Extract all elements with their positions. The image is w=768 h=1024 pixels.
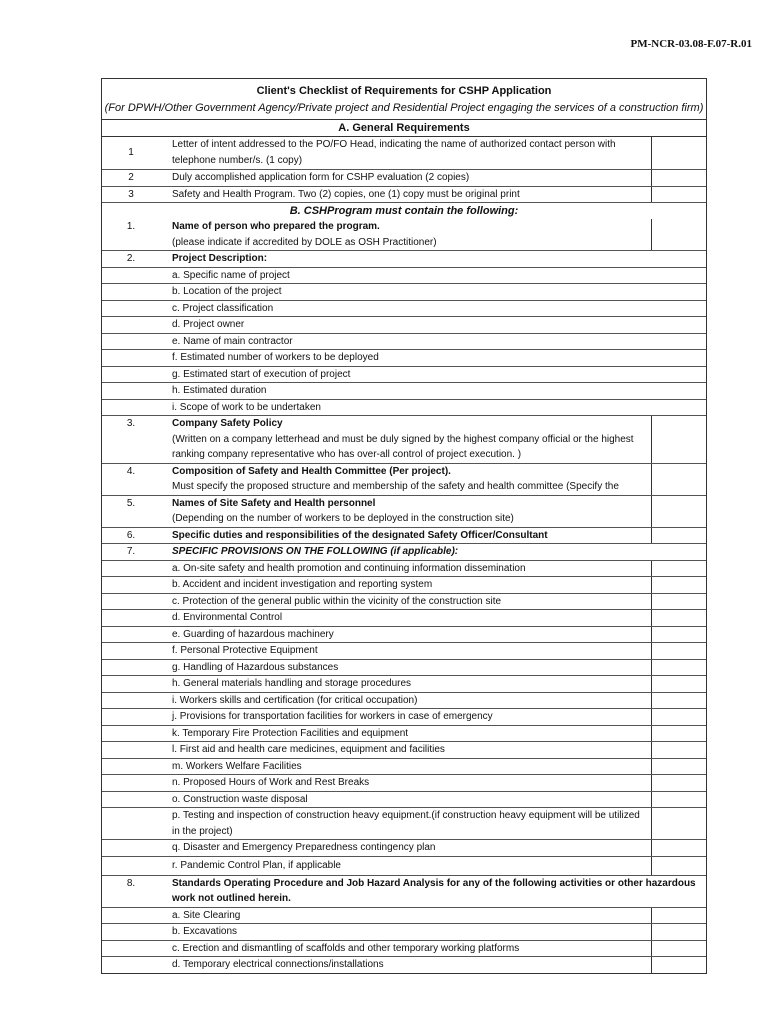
sub-item: q. Disaster and Emergency Preparedness contingency plan: [172, 842, 436, 853]
checkbox[interactable]: [651, 219, 706, 250]
checkbox[interactable]: [651, 957, 706, 973]
checklist-subrow: [102, 693, 706, 710]
checklist-subrow: [102, 759, 706, 776]
checkbox[interactable]: [651, 594, 706, 610]
requirements-checklist: [101, 78, 707, 974]
checkbox[interactable]: [651, 924, 706, 940]
checkbox[interactable]: [651, 908, 706, 924]
sub-item: a. On-site safety and health promotion and continuing information dissemination: [172, 562, 526, 574]
checkbox[interactable]: [651, 808, 706, 839]
item-number: 1: [128, 147, 134, 158]
checklist-row: [102, 528, 706, 545]
checklist-subrow: [102, 775, 706, 792]
sub-item: e. Name of main contractor: [172, 335, 293, 347]
sub-item: b. Accident and incident investigation and reporting system: [172, 579, 433, 590]
checkbox[interactable]: [651, 709, 706, 725]
checklist-subrow: [102, 840, 706, 857]
item-title: Project Description:: [172, 253, 268, 264]
item-title: Standards Operating Procedure and Job Hazard Analysis for any of the following activities or other hazardous work not outlined herein.: [172, 877, 696, 904]
item-text-block: [160, 464, 706, 495]
checklist-subrow: [102, 643, 706, 660]
item-note: (Written on a company letterhead and must be duly signed by the highest company official or the highest ranking company representative who has over-all control of project execution. ): [172, 433, 634, 460]
checklist-subrow: [102, 610, 706, 627]
checklist-title: Client's Checklist of Requirements for CSHP Application: [256, 85, 552, 97]
checklist-subrow: [102, 350, 706, 367]
item-text: Safety and Health Program. Two (2) copies, one (1) copy must be original print: [172, 188, 520, 200]
item-note: (please indicate if accredited by DOLE as OSH Practitioner): [172, 236, 437, 248]
sub-item: n. Proposed Hours of Work and Rest Breaks: [172, 777, 370, 788]
checkbox[interactable]: [651, 610, 706, 626]
sub-item: f. Estimated number of workers to be deployed: [172, 352, 379, 363]
checkbox[interactable]: [651, 464, 706, 495]
sub-item: f. Personal Protective Equipment: [172, 645, 318, 656]
checkbox[interactable]: [651, 137, 706, 169]
checklist-row: [102, 496, 706, 528]
checklist-subrow: [102, 709, 706, 726]
item-number: 7.: [126, 546, 136, 557]
checklist-subrow: [102, 660, 706, 677]
checklist-header: [102, 79, 706, 120]
checkbox[interactable]: [651, 416, 706, 463]
checkbox[interactable]: [651, 627, 706, 643]
checklist-subrow: [102, 301, 706, 318]
item-title: Specific duties and responsibilities of the designated Safety Officer/Consultant: [172, 529, 548, 541]
checklist-subrow: [102, 594, 706, 611]
checkbox[interactable]: [651, 561, 706, 577]
checklist-subrow: [102, 742, 706, 759]
item-title: Names of Site Safety and Health personnel: [172, 497, 376, 509]
checkbox[interactable]: [651, 857, 706, 875]
checklist-subrow: [102, 317, 706, 334]
sub-item: e. Guarding of hazardous machinery: [172, 628, 334, 640]
sub-item: i. Scope of work to be undertaken: [172, 401, 321, 413]
checklist-row: [102, 544, 706, 561]
sub-item: k. Temporary Fire Protection Facilities and equipment: [172, 727, 409, 739]
checklist-row: [102, 219, 706, 251]
checkbox[interactable]: [651, 693, 706, 709]
section-b-title: B. CSHProgram must contain the following:: [289, 205, 519, 217]
item-number: 2: [128, 172, 134, 183]
checkbox[interactable]: [651, 742, 706, 758]
item-title: SPECIFIC PROVISIONS ON THE FOLLOWING (if applicable):: [172, 546, 459, 557]
checkbox[interactable]: [651, 170, 706, 186]
item-number: 8.: [126, 877, 136, 889]
sub-item: m. Workers Welfare Facilities: [172, 760, 302, 772]
sub-item: g. Handling of Hazardous substances: [172, 661, 339, 673]
checkbox[interactable]: [651, 676, 706, 692]
item-title: Name of person who prepared the program.: [172, 221, 380, 232]
checkbox[interactable]: [651, 775, 706, 791]
item-text-block: [160, 496, 706, 527]
sub-item: r. Pandemic Control Plan, if applicable: [172, 859, 341, 871]
item-note: (Depending on the number of workers to be deployed in the construction site): [172, 513, 514, 524]
checklist-subrow: [102, 284, 706, 301]
checklist-subrow: [102, 577, 706, 594]
checklist-row: [102, 251, 706, 268]
checklist-subrow: [102, 400, 706, 417]
checklist-row: [102, 137, 706, 170]
sub-item: h. General materials handling and storage procedures: [172, 678, 412, 689]
checklist-subrow: [102, 808, 706, 840]
checklist-subrow: [102, 627, 706, 644]
sub-item: c. Protection of the general public within the vicinity of the construction site: [172, 595, 502, 607]
item-number: 4.: [126, 465, 136, 477]
item-number: 3.: [126, 418, 136, 429]
checkbox[interactable]: [651, 726, 706, 742]
item-text-block: [160, 416, 706, 463]
sub-item: p. Testing and inspection of construction heavy equipment.(if construction heavy equipment will be utilized in the project): [172, 810, 640, 837]
item-number: 6.: [126, 529, 136, 541]
checkbox[interactable]: [651, 643, 706, 659]
checkbox[interactable]: [651, 792, 706, 808]
item-text-block: [160, 219, 706, 250]
sub-item: g. Estimated start of execution of project: [172, 368, 351, 380]
sub-item: a. Specific name of project: [172, 269, 290, 281]
item-title: Composition of Safety and Health Committee (Per project).: [172, 465, 451, 477]
item-note: Must specify the proposed structure and membership of the safety and health committee (Specify the: [172, 481, 619, 492]
checklist-row: [102, 170, 706, 187]
checklist-subtitle: (For DPWH/Other Government Agency/Private project and Residential Project engaging the services of a construction firm): [104, 102, 704, 114]
checklist-row: [102, 464, 706, 496]
checkbox[interactable]: [651, 941, 706, 957]
document-code: PM-NCR-03.08-F.07-R.01: [630, 38, 752, 50]
item-number: 2.: [126, 253, 136, 264]
sub-item: c. Project classification: [172, 302, 274, 314]
item-number: 5.: [126, 497, 136, 509]
sub-item: h. Estimated duration: [172, 385, 267, 396]
checklist-subrow: [102, 908, 706, 925]
checklist-subrow: [102, 924, 706, 941]
sub-item: d. Environmental Control: [172, 612, 283, 623]
checklist-subrow: [102, 268, 706, 285]
checkbox[interactable]: [651, 840, 706, 856]
checklist-subrow: [102, 941, 706, 958]
checklist-row: [102, 416, 706, 464]
checklist-subrow: [102, 676, 706, 693]
checklist-subrow: [102, 561, 706, 578]
sub-item: o. Construction waste disposal: [172, 793, 308, 805]
sub-item: b. Excavations: [172, 926, 238, 937]
checklist-subrow: [102, 334, 706, 351]
checkbox[interactable]: [651, 528, 706, 544]
checklist-row: [102, 187, 706, 204]
item-number: 1.: [126, 221, 136, 232]
sub-item: d. Temporary electrical connections/installations: [172, 959, 384, 970]
checklist-subrow: [102, 726, 706, 743]
sub-item: l. First aid and health care medicines, equipment and facilities: [172, 744, 445, 755]
checklist-subrow: [102, 957, 706, 973]
checklist-subrow: [102, 792, 706, 809]
sub-item: b. Location of the project: [172, 286, 282, 297]
checklist-subrow: [102, 383, 706, 400]
checkbox[interactable]: [651, 759, 706, 775]
checkbox[interactable]: [651, 496, 706, 527]
sub-item: i. Workers skills and certification (for critical occupation): [172, 694, 418, 706]
sub-item: j. Provisions for transportation facilities for workers in case of emergency: [172, 711, 493, 722]
item-text: Duly accomplished application form for CSHP evaluation (2 copies): [172, 172, 470, 183]
checkbox[interactable]: [651, 660, 706, 676]
item-number: 3: [128, 188, 134, 200]
item-text: Letter of intent addressed to the PO/FO Head, indicating the name of authorized contact person with telephone number/s. (1 copy): [172, 139, 616, 166]
checklist-row: [102, 876, 706, 908]
section-a-title: A. General Requirements: [102, 120, 706, 137]
item-title: Company Safety Policy: [172, 418, 283, 429]
checkbox[interactable]: [651, 577, 706, 593]
sub-item: a. Site Clearing: [172, 909, 241, 921]
sub-item: c. Erection and dismantling of scaffolds and other temporary working platforms: [172, 942, 520, 954]
checklist-subrow: [102, 367, 706, 384]
checklist-subrow: [102, 857, 706, 876]
checkbox[interactable]: [651, 187, 706, 203]
sub-item: d. Project owner: [172, 319, 245, 330]
